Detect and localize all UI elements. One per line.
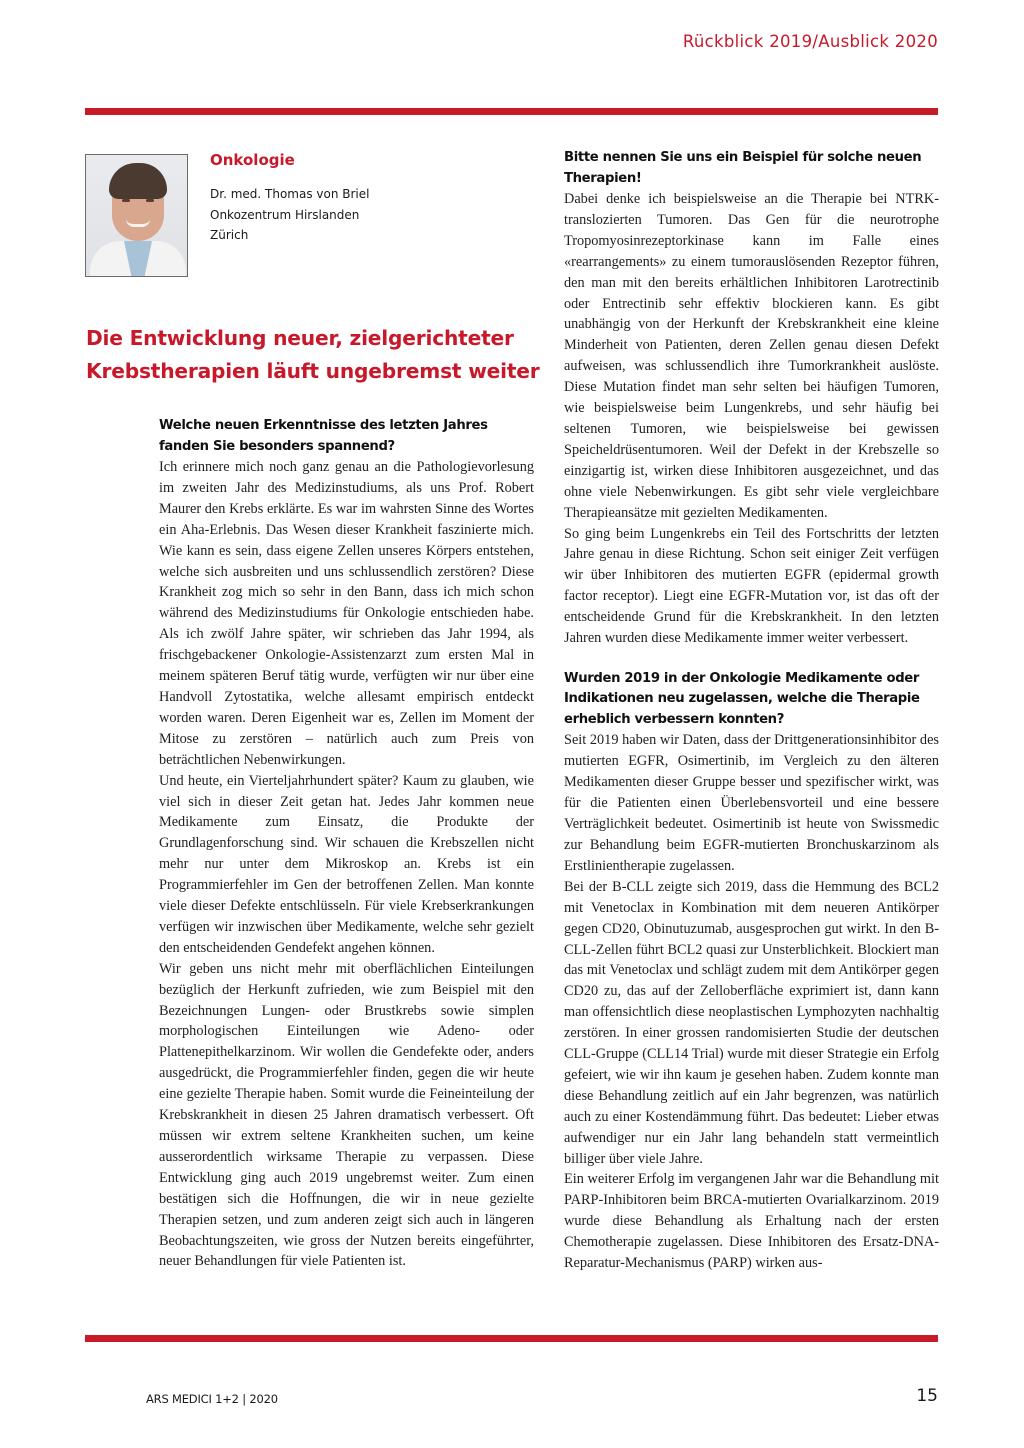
answer-paragraph: Und heute, ein Vierteljahrhundert später? Kaum zu glauben, wie viel sich in dieser Zeit getan hat. Jedes Jahr kommen neue Medikamente zum Einsatz, die Produkte der Grundlagenforschung sind. Wir schauen die Krebszellen nicht mehr nur unter dem Mikroskop an. Krebs ist ein Programmierfehler im Gen der betroffenen Zellen. Man konnte viele dieser Defekte entschlüsseln. Für viele Krebserkrankungen verfügen wir inzwischen über Medikamente, welche sehr gezielt den entscheidenden Gendefekt angehen können. [159,772,534,956]
interview-question: Wurden 2019 in der Onkologie Medikamente oder Indikationen neu zugelassen, welche die Therapie erheblich verbessern konnten? [564,670,920,727]
article-headline [86,322,546,388]
headline-line-2: Krebstherapien läuft ungebremst weiter [86,359,540,383]
interview-question: Welche neuen Erkenntnisse des letzten Jahres fanden Sie besonders spannend? [159,418,488,454]
page-number: 15 [916,1386,938,1406]
headline-line-1: Die Entwicklung neuer, zielgerichteter [86,326,514,350]
author-info [210,184,370,246]
photo-eye [146,199,154,202]
answer-paragraph: Wir geben uns nicht mehr mit oberflächlichen Einteilungen bezüglich der Herkunft zufrieden, wie zum Beispiel mit den Bezeichnungen Lungen- oder Brustkrebs sowie simplen morphologischen Einteilungen wie Adeno- oder Plattenepithelkarzinom. Wir wollen die Gendefekte oder, anders ausgedrückt, die Programmierfehler finden, gegen die wir heute eine gezielte Therapie haben. Somit wurde die Feineinteilung der Krebskrankheit in diesen 25 Jahren dramatisch verbessert. Oft müssen wir extrem seltene Krankheiten suchen, um keine ausserordentlich wirksame Therapie zu verpassen. Diese Entwicklung ging auch 2019 ungebremst weiter. Zum einen bestätigen sich die Hoffnungen, die wir in neue gezielte Therapien setzen, und zum anderen zeigt sich auch in längeren Beobachtungszeiten, wie gross der Nutzen bereits eingeführter, neuer Behandlungen für viele Patienten ist. [159,960,534,1270]
author-name: Dr. med. Thomas von Briel [210,187,370,201]
photo-hair [109,163,167,199]
answer-paragraph: Dabei denke ich beispielsweise an die Therapie bei NTRK-translozierten Tumoren. Das Gen für die neurotrophe Tropomyosinrezeptorkinase kann im Falle eines «rearrangements» zu einem tumorauslösenden Rezeptor führen, den man mit den bereits erhältlichen Inhibitoren Larotrectinib oder Entrectinib sehr effektiv blockieren kann. Es gibt unabhängig von der Herkunft der Krebskrankheit eine kleine Minderheit von Patienten, deren Zellen genau diesen Defekt aufweisen, was schlussendlich ihre Tumorkrankheit auslöste. Diese Mutation findet man sehr selten bei häufigen Tumoren, wie beispielsweise beim Lungenkrebs, und sehr häufig bei seltenen Tumoren, wie beispielsweise bei gewissen Speicheldrüsentumoren. Weil der Defekt in der Krebszelle so einzigartig ist, wirken diese Inhibitoren ausgezeichnet, und das ohne viele Nebenwirkungen. Es gibt sehr viele vergleichbare Therapieansätze mit gezielten Medikamenten. [564,191,939,521]
section-label: Onkologie [210,151,295,169]
top-rule [85,108,938,115]
right-column [564,148,939,1274]
answer-paragraph: So ging beim Lungenkrebs ein Teil des Fortschritts der letzten Jahre genau in diese Richtung. Schon seit einiger Zeit verfügen wir über Inhibitoren des mutierten EGFR (epidermal growth factor receptor). Liegt eine EGFR-Mutation vor, ist das oft der entscheidende Grund für die Krebskrankheit. In den letzten Jahren wurden diese Medikamente immer weiter verbessert. [564,525,939,647]
publication-footer: ARS MEDICI 1+2 | 2020 [146,1392,278,1406]
answer-paragraph: Seit 2019 haben wir Daten, dass der Drittgenerationsinhibitor des mutierten EGFR, Osimertinib, im Vergleich zu den älteren Medikamenten dieser Gruppe besser und spezifischer wirkt, was für die Patienten einen Überlebensvorteil und eine bessere Verträglichkeit bedeutet. Osimertinib ist heute von Swissmedic zur Behandlung beim EGFR-mutierten Bronchuskarzinom als Erstlinientherapie zugelassen. [564,732,939,874]
author-portrait-photo [85,154,188,277]
answer-paragraph: Ein weiterer Erfolg im vergangenen Jahr war die Behandlung mit PARP-Inhibitoren beim BRCA-mutierten Ovarialkarzinom. 2019 wurde diese Behandlung als Erhaltung nach der ersten Chemotherapie zugelassen. Diese Inhibitoren des Ersatz-DNA-Reparatur-Mechanismus (PARP) wirken aus- [564,1171,939,1272]
spacer [564,649,939,669]
author-city: Zürich [210,228,249,242]
author-institution: Onkozentrum Hirslanden [210,207,360,222]
bottom-rule [85,1335,938,1342]
answer-paragraph: Bei der B-CLL zeigte sich 2019, dass die Hemmung des BCL2 mit Venetoclax in Kombination mit dem neueren Antikörper gegen CD20, Obinutuzumab, ausgesprochen gut wirkt. In den B-CLL-Zellen führt BCL2 quasi zur Unsterblichkeit. Blockiert man das mit Venetoclax und schlägt zudem mit dem Antikörper gegen CD20 zu, das auf der Zelloberfläche exprimiert ist, dann kann man offensichtlich diese neoplastischen Lymphozyten nachhaltig zerstören. In einer grossen randomisierten Studie der deutschen CLL-Gruppe (CLL14 Trial) wurde mit dieser Strategie ein Erfolg gefeiert, wie wir ihn kaum je gesehen haben. Zudem konnte man diese Behandlung zeitlich auf ein Jahr begrenzen, was natürlich auch zu einer Kostendämmung führt. Das bedeutet: Lieber etwas aufwendiger nur ein Jahr lang behandeln statt vermeintlich billiger über viele Jahre. [564,878,939,1167]
photo-eye [122,199,130,202]
left-column [159,416,534,1272]
interview-question: Bitte nennen Sie uns ein Beispiel für solche neuen Therapien! [564,150,922,186]
answer-paragraph: Ich erinnere mich noch ganz genau an die Pathologievorlesung im zweiten Jahr des Medizinstudiums, als uns Prof. Robert Maurer den Krebs erklärte. Es war im wahrsten Sinne des Wortes ein Aha-Erlebnis. Das Wesen dieser Krankheit faszinierte mich. Wie kann es sein, dass eigene Zellen unseres Körpers entstehen, welche sich ausbreiten und uns schlussendlich zerstören? Diese Krankheit zog mich so sehr in den Bann, dass ich mich schon während des Medizinstudiums für Onkologie entschieden habe. Als ich zwölf Jahre später, wir schrieben das Jahr 1994, als frischgebackener Onkologie-Assistenzarzt zum ersten Mal in meinem späteren Beruf tätig wurde, verfügten wir nur über eine Handvoll Zytostatika, welche allesamt empirisch entdeckt worden waren. Deren Eigenheit war es, Zellen im Moment der Mitose zu zerstören – natürlich auch zum Preis von beträchtlichen Nebenwirkungen. [159,459,534,768]
running-head: Rückblick 2019/Ausblick 2020 [682,32,938,51]
